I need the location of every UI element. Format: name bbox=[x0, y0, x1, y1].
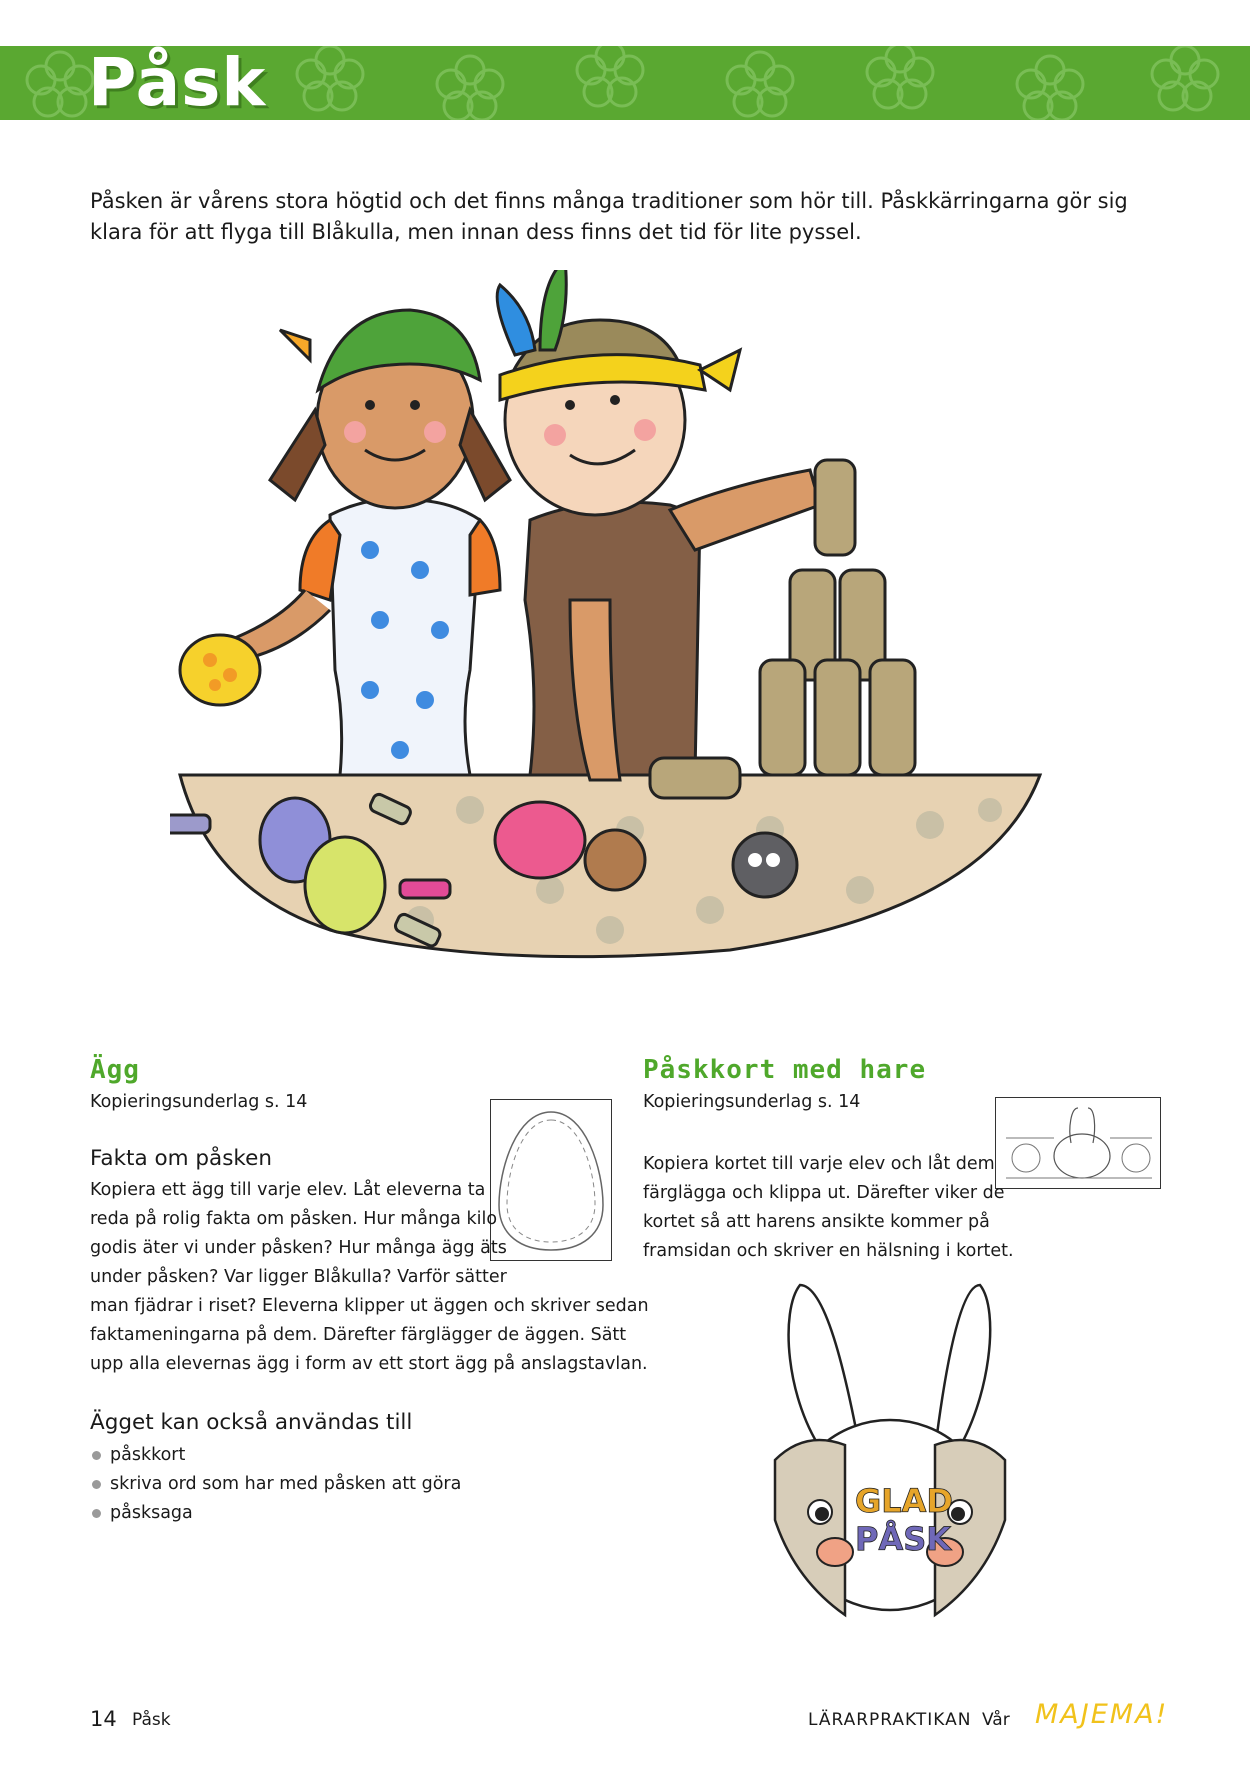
left-body-line-6: faktameningarna på dem. Därefter färglägger de äggen. Sätt bbox=[90, 1325, 627, 1345]
list-item: påskkort bbox=[90, 1441, 461, 1470]
brand-logo: MAJEMA! bbox=[1035, 1699, 1169, 1730]
egg-uses-subheading: Ägget kan också användas till bbox=[90, 1410, 413, 1435]
right-body-line-4: framsidan och skriver en hälsning i kortet. bbox=[643, 1241, 1014, 1261]
card-template-thumbnail bbox=[995, 1097, 1161, 1189]
fact-subheading: Fakta om påsken bbox=[90, 1146, 272, 1171]
header-banner bbox=[0, 46, 1250, 120]
right-copy-reference: Kopieringsunderlag s. 14 bbox=[643, 1092, 861, 1112]
left-copy-reference: Kopieringsunderlag s. 14 bbox=[90, 1092, 308, 1112]
right-body-line-1: Kopiera kortet till varje elev och låt dem bbox=[643, 1154, 995, 1174]
page-title: Påsk bbox=[88, 46, 267, 120]
left-body-line-3: godis äter vi under påsken? Hur många ägg äts bbox=[90, 1238, 507, 1258]
card-greeting-line-2: PÅSK bbox=[855, 1520, 952, 1558]
section-heading-egg: Ägg bbox=[90, 1055, 140, 1085]
egg-outline-icon bbox=[491, 1100, 611, 1260]
egg-template-thumbnail bbox=[490, 1099, 612, 1261]
section-heading-card: Påskkort med hare bbox=[643, 1055, 927, 1085]
intro-text: Påsken är vårens stora högtid och det finns många traditioner som hör till. Påskkärringarna gör sig klara för att flyga till Blåkulla, men innan dess finns det tid för lite pyssel. bbox=[90, 189, 1128, 244]
right-body-line-2: färglägga och klippa ut. Därefter viker de bbox=[643, 1183, 1005, 1203]
children-crafting-illustration bbox=[170, 270, 1070, 970]
footer-series: Vår bbox=[982, 1710, 1010, 1730]
footer-publication: LÄRARPRAKTIKAN bbox=[808, 1710, 972, 1730]
bunny-card-illustration bbox=[765, 1280, 1015, 1620]
card-greeting-line-1: GLAD bbox=[855, 1482, 953, 1520]
right-body-line-3: kortet så att harens ansikte kommer på bbox=[643, 1212, 990, 1232]
egg-uses-list bbox=[90, 1441, 461, 1528]
list-item: påsksaga bbox=[90, 1499, 461, 1528]
left-body-line-2: reda på rolig fakta om påsken. Hur många kilo bbox=[90, 1209, 498, 1229]
left-body-line-1: Kopiera ett ägg till varje elev. Låt eleverna ta bbox=[90, 1180, 486, 1200]
page-number: 14 bbox=[90, 1707, 117, 1731]
footer-section: Påsk bbox=[132, 1710, 171, 1730]
bunny-card-outline-icon bbox=[996, 1098, 1160, 1188]
left-body-line-4: under påsken? Var ligger Blåkulla? Varför sätter bbox=[90, 1267, 507, 1287]
list-item: skriva ord som har med påsken att göra bbox=[90, 1470, 461, 1499]
left-body-line-7: upp alla elevernas ägg i form av ett stort ägg på anslagstavlan. bbox=[90, 1354, 648, 1374]
left-body-line-5: man fjädrar i riset? Eleverna klipper ut äggen och skriver sedan bbox=[90, 1296, 649, 1316]
